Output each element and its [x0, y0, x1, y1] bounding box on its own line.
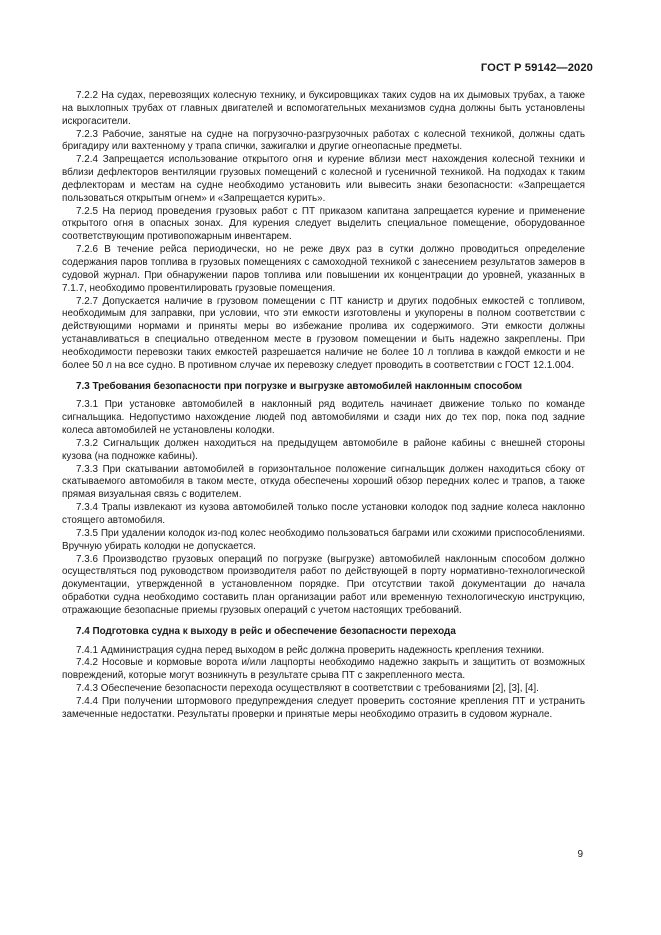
paragraph-7-4-4: 7.4.4 При получении штормового предупреждения следует проверить состояние крепления ПТ и устранить замеченные недостатки. Результаты проверки и принятые меры необходимо отразить в судовом журнале. — [62, 695, 585, 720]
paragraph-7-3-6: 7.3.6 Производство грузовых операций по погрузке (выгрузке) автомобилей наклонным способом должно осуществляться под руководством производителя работ по действующей в порту нормативно-технологической документации, утвержденной в установленном порядке. При отсутствии такой документации до начала обработки судна необходимо составить план организации работ или временную технологическую инструкцию, отражающие безопасные приемы грузовых операций с учетом настоящих требований. — [62, 553, 585, 616]
paragraph-7-3-2: 7.3.2 Сигнальщик должен находиться на предыдущем автомобиле в районе кабины с внешней стороны кузова (на подножке кабины). — [62, 437, 585, 462]
paragraph-7-4-2: 7.4.2 Носовые и кормовые ворота и/или лацпорты необходимо надежно закрыть и защитить от возможных повреждений, которые могут возникнуть в результате срыва ПТ с закрепленного места. — [62, 657, 585, 682]
paragraph-7-4-1: 7.4.1 Администрация судна перед выходом в рейс должна проверить надежность крепления техники. — [76, 644, 545, 656]
document-number: ГОСТ Р 59142—2020 — [480, 62, 593, 74]
paragraph-7-3-4: 7.3.4 Трапы извлекают из кузова автомобилей только после установки колодок под задние колеса наклонно стоящего автомобиля. — [62, 502, 585, 526]
paragraph-7-2-2: 7.2.2 На судах, перевозящих колесную технику, и буксировщиках таких судов на их дымовых трубах, а также на выхлопных трубах от главных двигателей и вспомогательных механизмов судна должны быть установлены искрогасители. — [62, 90, 585, 127]
paragraph-7-3-1: 7.3.1 При установке автомобилей в наклонный ряд водитель начинает движение только по команде сигнальщика. Недопустимо нахождение людей под автомобилями и сзади них до тех пор, пока под задние колеса автомобилей не установлены колодки. — [62, 399, 585, 437]
section-heading-7-4: 7.4 Подготовка судна к выходу в рейс и обеспечение безопасности перехода — [76, 625, 456, 637]
paragraph-7-4-3: 7.4.3 Обеспечение безопасности перехода осуществляют в соответствии с требованиями [2], [3], [4]. — [76, 683, 539, 695]
section-heading-7-3: 7.3 Требования безопасности при погрузке и выгрузке автомобилей наклонным способом — [76, 380, 523, 392]
page-number: 9 — [577, 849, 583, 860]
paragraph-7-2-7: 7.2.7 Допускается наличие в грузовом помещении с ПТ канистр и других подобных емкостей с топливом, необходимым для заправки, при условии, что эти емкости изготовлены и укупорены в полном соответствии с действующими нормами и приняты меры во избежание пролива их содержимого. Эти емкости должны устанавливаться в специально отведенном месте в грузовом помещении и быть надежно закреплены. При необходимости перевозки таких емкостей разрешается наличие не более 10 л топлива в каждой емкости и не более 50 л на все судно. В противном случае их перевозку следует проводить в соответствии с ГОСТ 12.1.004. — [62, 295, 585, 371]
paragraph-7-2-3: 7.2.3 Рабочие, занятые на судне на погрузочно-разгрузочных работах с колесной техникой, должны сдать бригадиру или вахтенному у трапа спички, зажигалки и другие огнеопасные предметы. — [62, 128, 585, 153]
paragraph-7-2-6: 7.2.6 В течение рейса периодически, но не реже двух раз в сутки должно проводиться определение содержания паров топлива в грузовых помещениях с самоходной техникой с занесением результатов замеров в судовой журнал. При обнаружении паров топлива или повышении их концентрации до уровней, указанных в 7.1.7, необходимо провентилировать грузовые помещения. — [62, 244, 585, 294]
paragraph-7-2-5: 7.2.5 На период проведения грузовых работ с ПТ приказом капитана запрещается курение и применение открытого огня в опасных зонах. Для курения следует выделить специальное помещение, оборудованное соответствующим противопожарным инвентарем. — [62, 205, 585, 243]
document-body — [62, 90, 585, 722]
paragraph-7-3-5: 7.3.5 При удалении колодок из-под колес необходимо пользоваться баграми или схожими приспособлениями. Вручную убирать колодки не допускается. — [62, 527, 585, 552]
paragraph-7-2-4: 7.2.4 Запрещается использование открытого огня и курение вблизи мест нахождения колесной техники и вблизи дефлекторов вентиляции грузовых помещений с колесной и гусеничной техникой. На подходах к таким дефлекторам и местам на судне необходимо установить или вывесить знаки безопасности: «Запрещается пользоваться открытым огнем» и «Запрещается курить». — [62, 154, 585, 204]
paragraph-7-3-3: 7.3.3 При скатывании автомобилей в горизонтальное положение сигнальщик должен находиться сбоку от скатываемого автомобиля в таком месте, откуда обеспечены хороший обзор передних колес и трапов, а также прямая визуальная связь с водителем. — [62, 463, 585, 501]
